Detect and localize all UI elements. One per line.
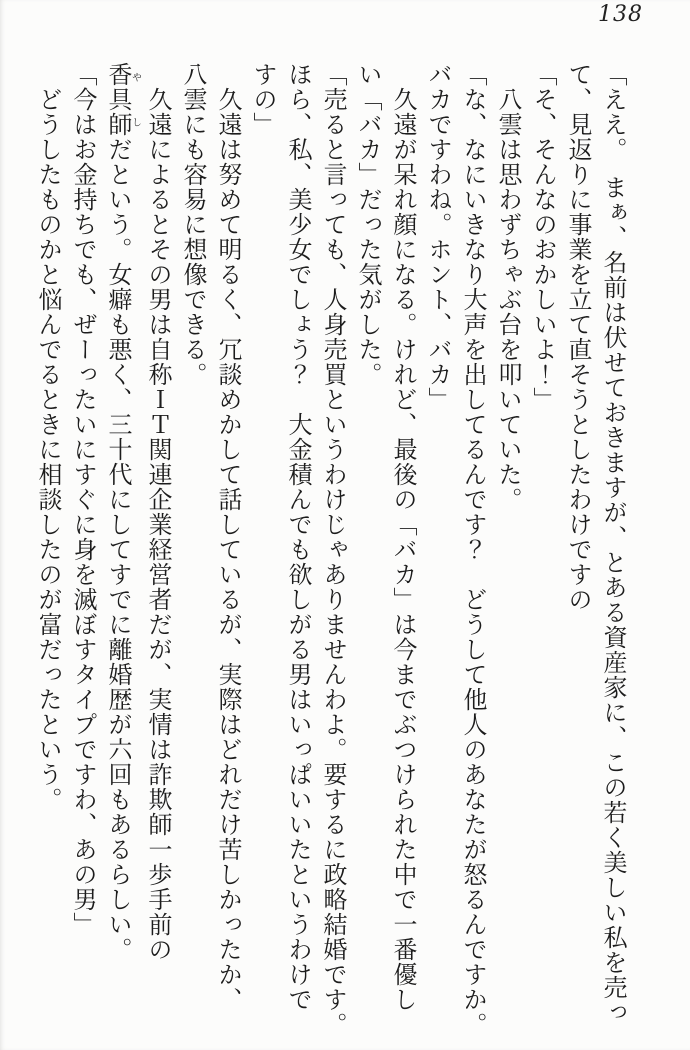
page-number: 138 <box>598 2 643 27</box>
text-line: どうしたものかと悩んでるときに相談したのが富だったという。 <box>34 62 62 812</box>
text-line: 「売ると言っても、人身売買というわけじゃありませんわよ。要するに政略結婚です。 <box>319 62 347 1037</box>
text-line: 香具師やしだという。女癖も悪く、三十代にしてすでに離婚歴が六回もあるらしい。 <box>104 62 141 962</box>
text-line: 「ええ。 まぁ、名前は伏せておきますが、とある資産家に、この若く美しい私を売っ <box>599 62 627 1025</box>
text-line: 久遠によるとその男は自称ＩＴ関連企業経営者だが、実情は詐欺師一歩手前の <box>144 62 172 962</box>
text-line: 「な、なにいきなり大声を出してるんです？ どうして他人のあなたが怒るんですか。 <box>459 62 487 1037</box>
text-line: 久遠が呆れ顔になる。けれど、最後の「バカ」は今までぶつけられた中で一番優し <box>389 62 417 1012</box>
text-line: 久遠は努めて明るく、冗談めかして話しているが、実際はどれだけ苦しかったか、 <box>214 62 242 1012</box>
text-line: ほら、私、美少女でしょう？ 大金積んでも欲しがる男はいっぱいいたというわけで <box>284 62 312 1012</box>
text-line: 「今はお金持ちでも、ぜーったいにすぐに身を滅ぼすタイプですわ、あの男」 <box>69 62 97 937</box>
text-line: 「そ、そんなのおかしいよ！」 <box>529 62 557 412</box>
vertical-text-block <box>30 62 630 1047</box>
ruby-annotation: 香具師やし <box>104 62 141 137</box>
text-line: バカですわね。ホント、バカ」 <box>424 62 452 412</box>
text-line: い「バカ」だった気がした。 <box>354 62 382 387</box>
text-line: 八雲は思わずちゃぶ台を叩いていた。 <box>494 62 522 512</box>
text-line: て、見返りに事業を立て直そうとしたわけですの <box>564 62 592 612</box>
text-line: 八雲にも容易に想像できる。 <box>179 62 207 387</box>
text-line: すの」 <box>249 62 277 137</box>
